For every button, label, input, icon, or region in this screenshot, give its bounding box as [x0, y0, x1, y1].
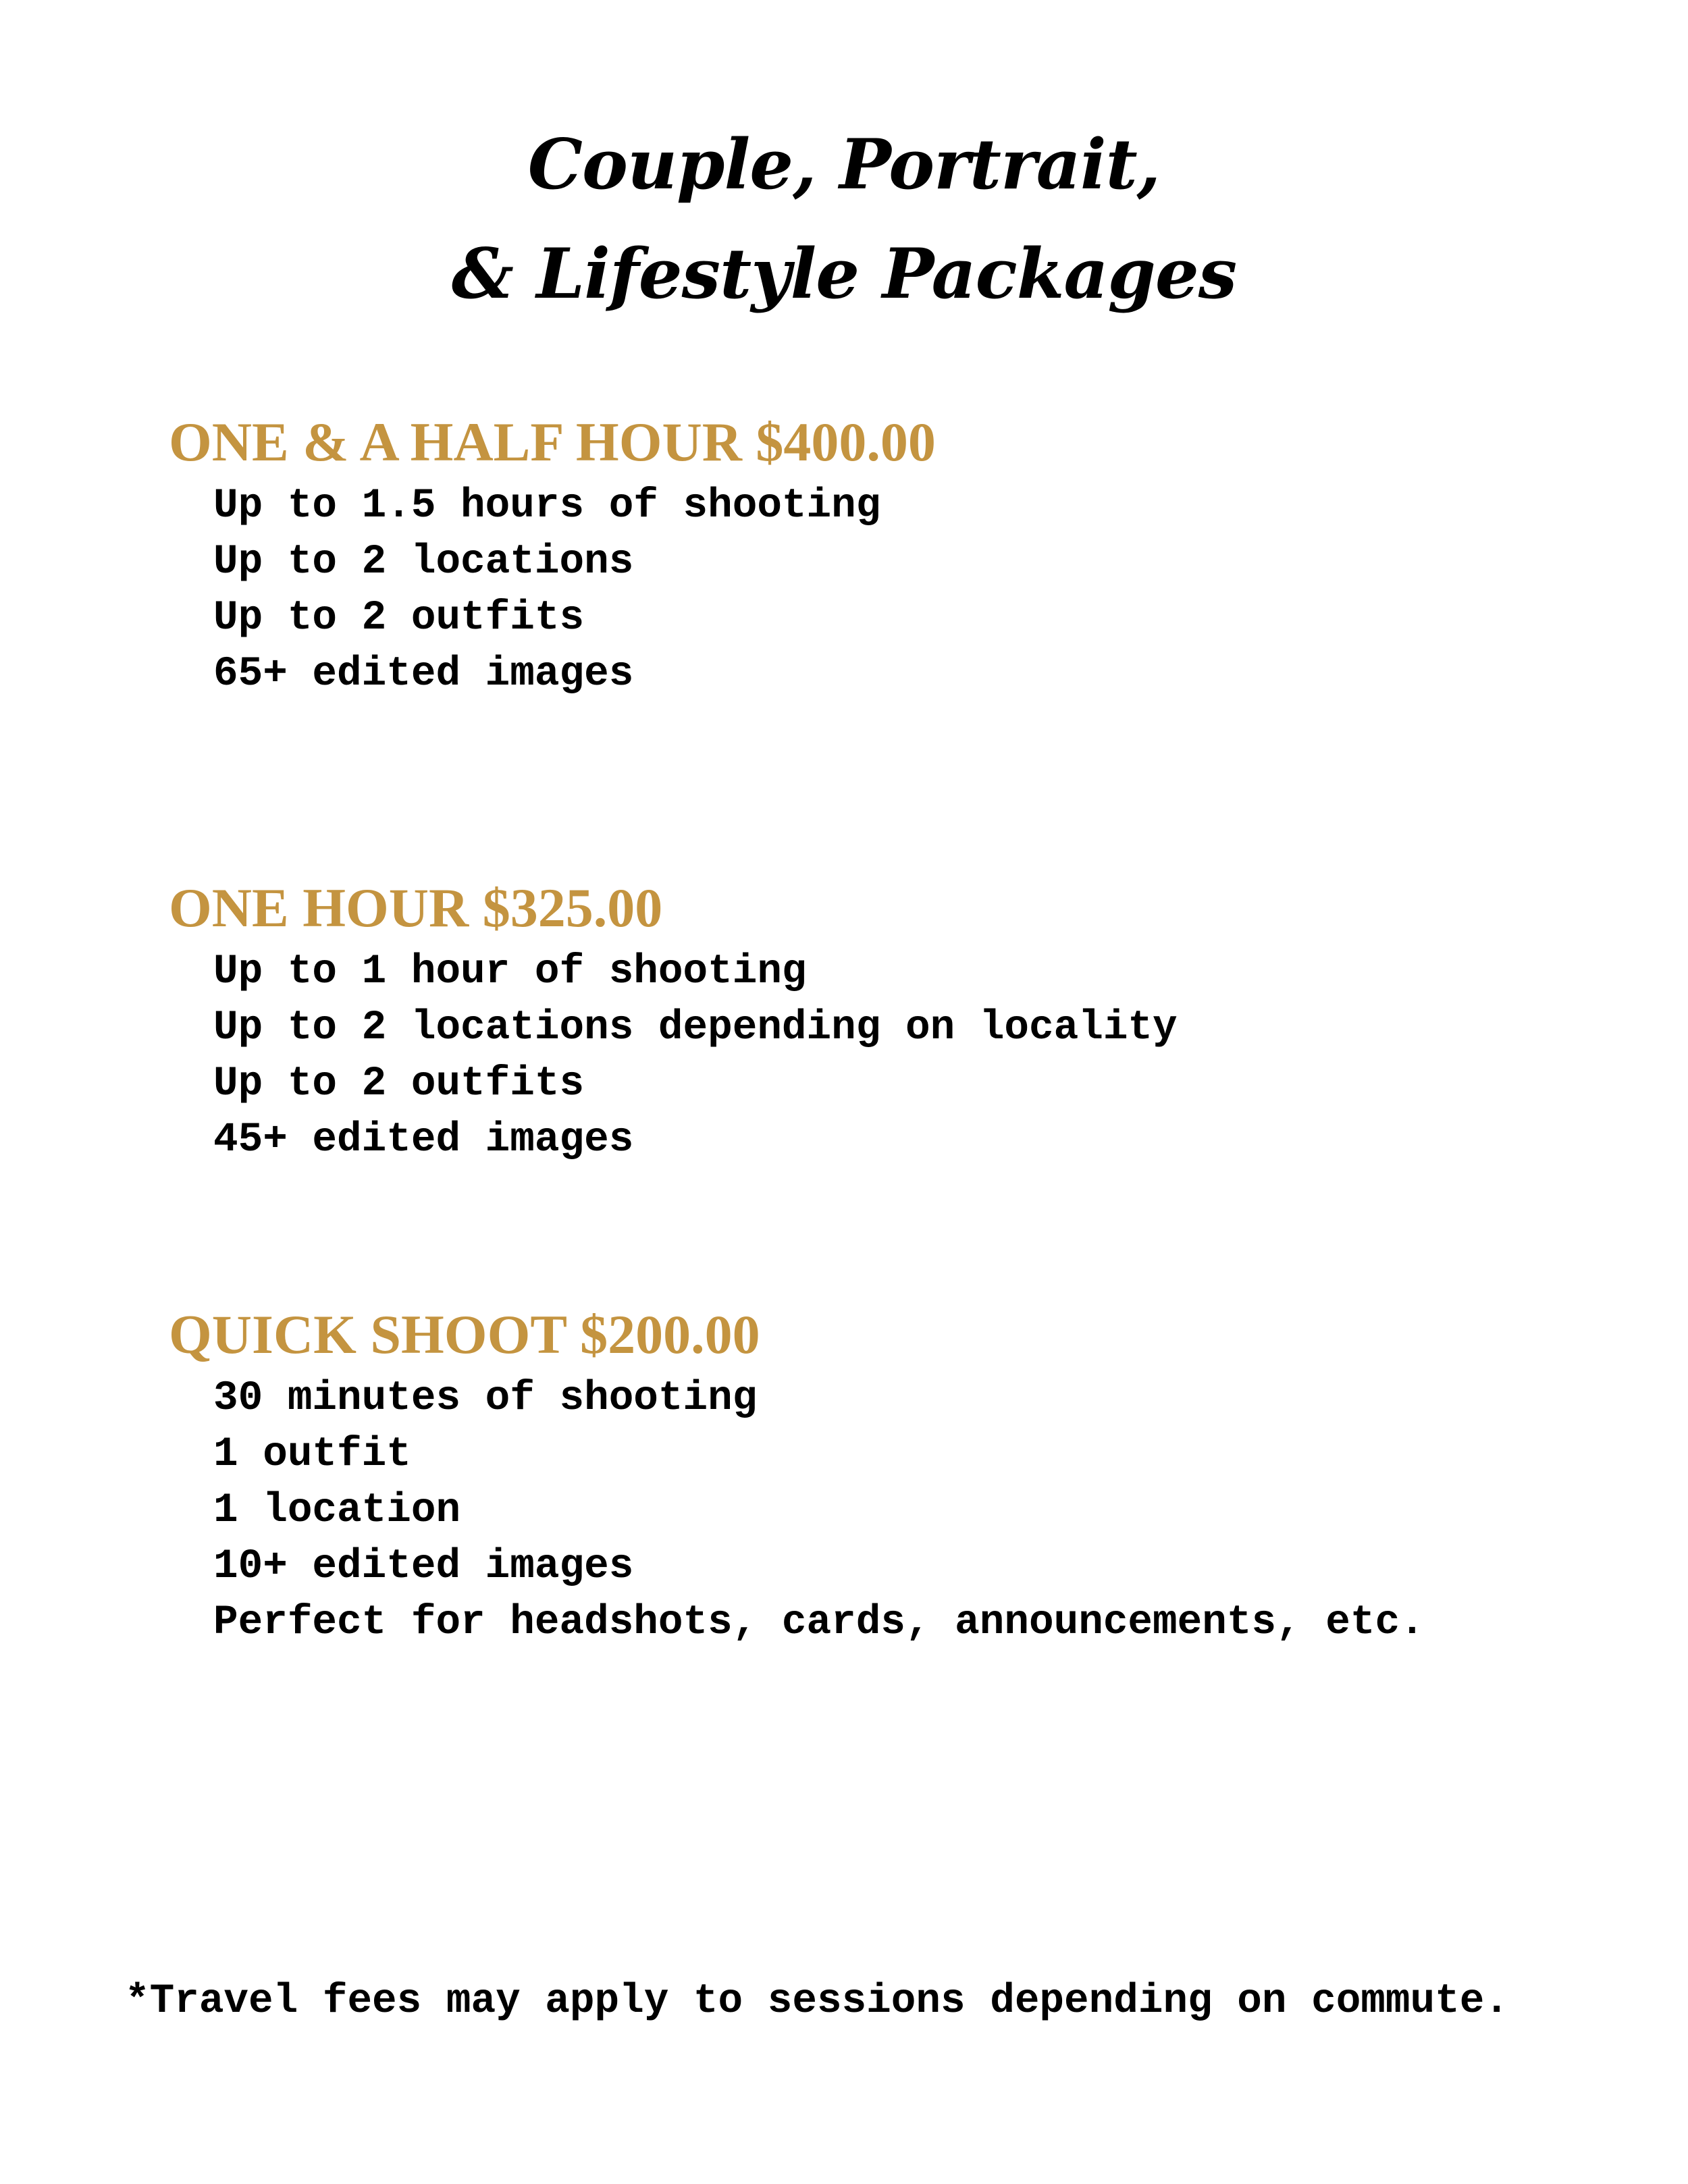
feature-item: Up to 2 locations depending on locality [213, 1005, 1178, 1051]
package-features-list [169, 478, 1654, 702]
feature-item: 45+ edited images [213, 1117, 634, 1163]
title-line-2: & Lifestyle Packages [451, 234, 1237, 315]
package-heading: ONE & A HALF HOUR $400.00 [169, 411, 936, 473]
feature-item: Up to 1 hour of shooting [213, 949, 807, 995]
feature-item: Perfect for headshots, cards, announcements, etc. [213, 1599, 1425, 1646]
feature-item: Up to 2 outfits [213, 1061, 585, 1107]
package-quick-shoot [169, 1304, 1654, 1651]
package-features-list [169, 944, 1654, 1168]
feature-item: 1 location [213, 1487, 461, 1534]
feature-item: 30 minutes of shooting [213, 1375, 758, 1422]
feature-item: 1 outfit [213, 1431, 411, 1478]
package-heading: QUICK SHOOT $200.00 [169, 1304, 760, 1365]
feature-item: 65+ edited images [213, 651, 634, 697]
title-line-1: Couple, Portrait, [527, 124, 1161, 206]
package-heading: ONE HOUR $325.00 [169, 877, 663, 938]
package-features-list [169, 1370, 1654, 1651]
travel-fee-footnote: *Travel fees may apply to sessions depending on commute. [125, 1978, 1509, 2025]
feature-item: 10+ edited images [213, 1543, 634, 1590]
feature-item: Up to 2 locations [213, 539, 634, 585]
package-one-and-half-hour [169, 412, 1654, 702]
feature-item: Up to 1.5 hours of shooting [213, 483, 881, 529]
feature-item: Up to 2 outfits [213, 595, 585, 641]
package-one-hour [169, 878, 1654, 1168]
page-title [0, 110, 1688, 329]
